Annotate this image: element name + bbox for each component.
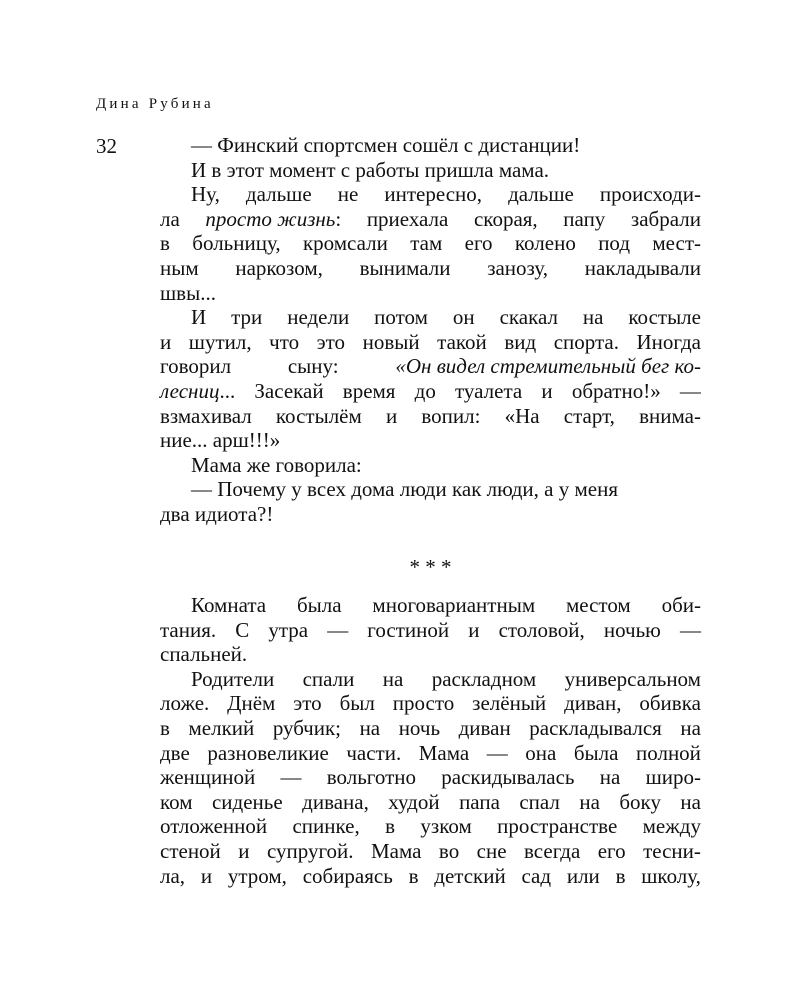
text-line (160, 330, 701, 355)
text-word: была (296, 593, 342, 617)
text-word: всегда (524, 838, 581, 863)
text-word: — (327, 617, 349, 642)
text-word: в (160, 715, 170, 740)
text-word: вид (504, 329, 537, 354)
text-line (160, 428, 701, 453)
text-word: Родители (191, 666, 275, 691)
text-word: Ну, (191, 182, 220, 207)
text-word: раскладном (431, 666, 537, 691)
text-word: сиденье (211, 789, 283, 814)
text-word: утром, (227, 863, 287, 888)
text-word: ком (160, 789, 193, 814)
text-word: спальней. (160, 642, 248, 667)
text-word: была (573, 740, 619, 765)
text-word: женщиной (160, 765, 256, 790)
text-word: старт, (563, 403, 615, 428)
text-word: ние... арш!!!» (160, 428, 281, 453)
text-word: многовариантным (372, 593, 536, 617)
text-word: мест- (652, 231, 701, 256)
text-word: костыле (628, 305, 701, 330)
text-line (160, 765, 701, 790)
text-word: и (468, 617, 480, 642)
text-word: — (679, 378, 701, 403)
text-word: приехала (366, 206, 449, 231)
text-word: узком (420, 814, 472, 839)
text-word: И в этот момент с работы пришла мама. (191, 157, 550, 182)
text-word: туалета (455, 378, 523, 403)
text-line (160, 182, 701, 207)
text-line (160, 256, 701, 281)
text-word: Днём (227, 691, 276, 716)
text-word: шутил, (188, 329, 252, 354)
text-word: тесни- (643, 838, 701, 863)
section-break: * * * (409, 555, 452, 579)
text-word: два идиота?! (160, 501, 274, 526)
text-word: взмахивал (160, 403, 252, 428)
text-word: он (452, 305, 475, 330)
text-word: такой (437, 329, 487, 354)
text-word: интересно, (384, 182, 483, 207)
text-word: накладывали (584, 255, 701, 280)
text-word: спал (519, 789, 560, 814)
text-word: в (385, 814, 396, 839)
text-word: в (160, 231, 170, 256)
text-word: не (337, 182, 359, 207)
text-word: дальше (245, 182, 312, 207)
text-word: больницу, (192, 231, 281, 256)
text-word: зелёный (472, 691, 547, 716)
text-word: это (293, 691, 322, 716)
text-word: на (359, 715, 381, 740)
text-word: на (680, 715, 701, 740)
text-word: и (385, 403, 398, 428)
text-word: стеной (160, 838, 221, 863)
text-word: столовой, (498, 617, 585, 642)
text-word: внима- (639, 403, 701, 428)
text-word: на (579, 789, 600, 814)
text-word: худой (388, 789, 440, 814)
text-word: скорая, (473, 206, 538, 231)
text-line (160, 477, 701, 502)
text-word: происходи- (599, 182, 701, 207)
text-word: на (599, 765, 621, 790)
text-word: и (541, 378, 553, 403)
text-word: или (566, 863, 600, 888)
text-word: новый (362, 329, 420, 354)
text-word: полной (636, 740, 701, 765)
text-word: отложенной (160, 814, 268, 839)
text-word: сад (521, 863, 552, 888)
text-word: просто (392, 691, 455, 716)
text-word: там (410, 231, 443, 256)
text-word: — (280, 765, 302, 790)
text-word: широ- (645, 765, 701, 790)
text-word: спорта. (553, 329, 619, 354)
text-word: мелкий (188, 715, 255, 740)
text-word: ла (160, 206, 180, 231)
text-word: и (160, 329, 172, 354)
text-word: школу, (641, 863, 701, 888)
text-word: дальше (508, 182, 574, 207)
text-word: местом (565, 593, 631, 617)
text-word: говорил (160, 354, 232, 379)
text-word: — (679, 617, 701, 642)
text-line (160, 305, 701, 330)
text-word: ... (219, 378, 236, 403)
text-word: его (464, 231, 493, 256)
text-word: на (382, 666, 404, 691)
text-line (160, 354, 701, 379)
text-word: боку (619, 789, 661, 814)
italic-text: «Он видел стремительный бег ко- (395, 354, 701, 379)
text-word: Мама (418, 740, 470, 765)
text-word: ночь (398, 715, 441, 740)
italic-text: просто жизнь (205, 206, 336, 231)
text-word: до (414, 378, 436, 403)
text-word: оби- (661, 593, 701, 617)
text-word: папа (459, 789, 500, 814)
italic-text: лесниц (160, 378, 220, 403)
text-word: части. (346, 740, 402, 765)
text-word: И (191, 305, 207, 330)
text-word: его (597, 838, 626, 863)
text-line (160, 281, 701, 306)
text-word (160, 379, 235, 404)
text-line (160, 618, 701, 643)
text-line (160, 691, 701, 716)
text-word: папу (563, 206, 606, 231)
text-word: ным (160, 255, 199, 280)
text-word: под (598, 231, 631, 256)
text-word: разновеликие (207, 740, 329, 765)
text-line (160, 864, 701, 889)
text-word: время (342, 378, 396, 403)
text-line (160, 790, 701, 815)
text-word: раскладывался (529, 715, 662, 740)
text-word: и (200, 863, 213, 888)
text-word: Мама (371, 838, 422, 863)
text-word: был (339, 691, 375, 716)
text-word: собираясь (302, 863, 393, 888)
text-word: — (486, 740, 508, 765)
text-line (160, 453, 701, 478)
text-line (160, 642, 701, 667)
text-word: С (235, 617, 250, 642)
text-word: ночью (603, 617, 661, 642)
text-word: во (438, 838, 460, 863)
text-word: спали (302, 666, 355, 691)
text-word: кромсали (302, 231, 388, 256)
text-line (160, 133, 701, 158)
text-block-2 (160, 593, 701, 888)
text-word: — Почему у всех дома люди как люди, а у меня (191, 477, 618, 502)
text-word: скакал (499, 305, 558, 330)
text-word: обивка (639, 691, 701, 716)
text-word: диван (458, 715, 511, 740)
text-word: раскидывалась (441, 765, 575, 790)
text-word: швы... (160, 280, 216, 305)
text-word: ла, (160, 863, 186, 888)
text-word: сне (476, 838, 507, 863)
text-line (160, 667, 701, 692)
text-line (160, 231, 701, 256)
text-word: пространстве (497, 814, 618, 839)
text-word: диван, (564, 691, 622, 716)
text-word: и (238, 838, 250, 863)
text-word: вопил: (421, 403, 481, 428)
text-line (160, 379, 701, 404)
text-word: спинке, (292, 814, 360, 839)
text-line (160, 716, 701, 741)
text-word: гостиной (367, 617, 450, 642)
text-line (160, 593, 701, 618)
text-word: недели (287, 305, 350, 330)
text-block-1 (160, 133, 701, 527)
text-word (205, 207, 341, 232)
text-word: тания. (160, 617, 217, 642)
text-word: на (680, 789, 701, 814)
text-word: супругой. (266, 838, 354, 863)
text-word: дивана, (302, 789, 369, 814)
text-line (160, 741, 701, 766)
text-word: Засекай (254, 378, 324, 403)
text-word: вольготно (326, 765, 416, 790)
text-word: ложе. (160, 691, 210, 716)
text-line (160, 814, 701, 839)
text-word: обратно!» (571, 378, 661, 403)
text-word: в (615, 863, 626, 888)
text-word: забрали (630, 206, 701, 231)
text-word: три (231, 305, 263, 330)
text-word: вынимали (359, 255, 451, 280)
text-word: потом (374, 305, 428, 330)
text-line (160, 158, 701, 183)
text-word: костылём (275, 403, 362, 428)
text-word: занозу, (487, 255, 549, 280)
running-head: Дина Рубина (96, 96, 214, 112)
page-number: 32 (96, 134, 117, 158)
text-word: сыну: (287, 354, 339, 379)
text-word: рубчик; (272, 715, 341, 740)
text-word: это (316, 329, 346, 354)
text-word: наркозом, (235, 255, 323, 280)
text-word: она (525, 740, 557, 765)
text-line (160, 404, 701, 429)
text-word: Комната (191, 593, 267, 617)
text-word: детский (434, 863, 506, 888)
text-word: что (269, 329, 300, 354)
text-word: Иногда (636, 329, 701, 354)
text-word: утра (268, 617, 309, 642)
text-word: две (160, 740, 190, 765)
text-word: на (582, 305, 604, 330)
text-word: колено (514, 231, 576, 256)
text-line (160, 502, 701, 527)
text-word: Мама же говорила: (191, 452, 362, 477)
text-word: «На (504, 403, 540, 428)
text-word: — Финский спортсмен сошёл с дистанции! (191, 133, 581, 157)
text-line (160, 839, 701, 864)
text-word: универсальном (564, 666, 701, 691)
text-line (160, 207, 701, 232)
text-word: между (642, 814, 701, 839)
text-word: : (335, 206, 342, 231)
text-word: в (408, 863, 419, 888)
